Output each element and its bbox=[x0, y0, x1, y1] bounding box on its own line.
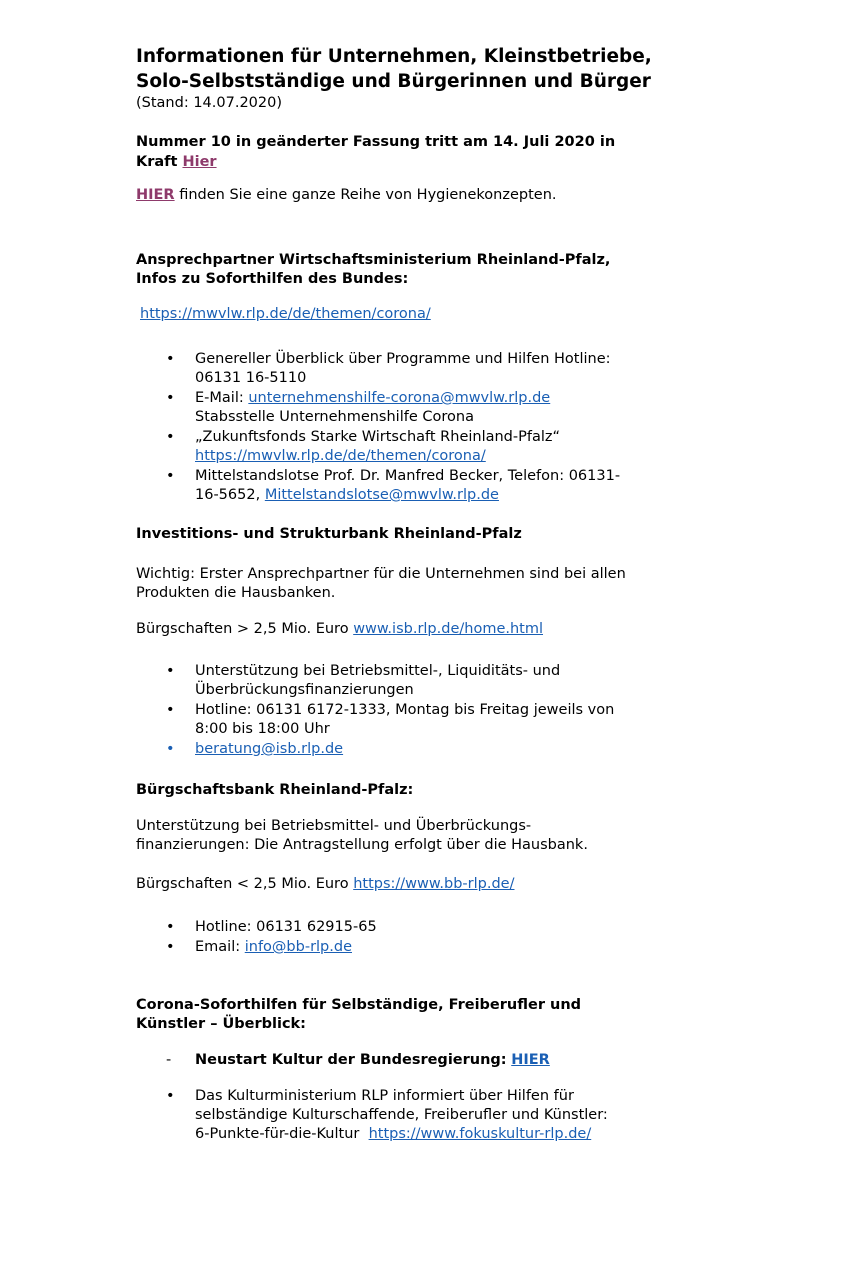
item-text: „Zukunftsfonds Starke Wirtschaft Rheinland-Pfalz“ bbox=[195, 429, 561, 445]
bb-buergschaft-text: Bürgschaften < 2,5 Mio. Euro bbox=[136, 876, 349, 892]
item-text: Hotline: 06131 62915-65 bbox=[195, 919, 377, 935]
item-text: selbständige Kulturschaffende, Freiberufler und Künstler: bbox=[195, 1107, 608, 1123]
neustart-text: Neustart Kultur der Bundesregierung: bbox=[195, 1052, 507, 1068]
hygiene-hier-link[interactable]: HIER bbox=[136, 187, 175, 203]
bb-heading: Bürgschaftsbank Rheinland-Pfalz: bbox=[136, 782, 414, 798]
bullet-icon: • bbox=[166, 390, 175, 406]
isb-list bbox=[136, 662, 656, 759]
bb-buergschaft-line bbox=[136, 875, 656, 894]
bullet-icon: • bbox=[166, 741, 175, 757]
corona-heading-line2: Künstler – Überblick: bbox=[136, 1016, 306, 1032]
hygiene-line bbox=[136, 186, 656, 205]
wirtschaft-url-link[interactable]: https://mwvlw.rlp.de/de/themen/corona/ bbox=[140, 306, 431, 322]
email-link[interactable]: unternehmenshilfe-corona@mwvlw.rlp.de bbox=[248, 390, 551, 406]
isb-wichtig-line1: Wichtig: Erster Ansprechpartner für die Unternehmen sind bei allen bbox=[136, 566, 626, 582]
bb-email-link[interactable]: info@bb-rlp.de bbox=[244, 939, 352, 955]
wirtschaft-heading-line1: Ansprechpartner Wirtschaftsministerium Rheinland-Pfalz, bbox=[136, 252, 611, 268]
item-text: Hotline: 06131 6172-1333, Montag bis Freitag jeweils von bbox=[195, 702, 615, 718]
item-text: Stabsstelle Unternehmenshilfe Corona bbox=[195, 409, 474, 425]
bullet-icon: • bbox=[166, 663, 175, 679]
isb-email-link[interactable]: beratung@isb.rlp.de bbox=[195, 741, 344, 757]
bb-list bbox=[136, 918, 656, 957]
list-item bbox=[136, 918, 656, 937]
stand-date: (Stand: 14.07.2020) bbox=[136, 95, 282, 111]
item-text: 06131 16-5110 bbox=[195, 370, 307, 386]
bb-website-link[interactable]: https://www.bb-rlp.de/ bbox=[353, 876, 515, 892]
bullet-icon: • bbox=[166, 351, 175, 367]
list-item bbox=[136, 701, 656, 739]
bullet-icon: • bbox=[166, 919, 175, 935]
item-text: 6-Punkte-für-die-Kultur bbox=[195, 1126, 360, 1142]
wirtschaft-heading-line2: Infos zu Soforthilfen des Bundes: bbox=[136, 271, 409, 287]
item-text: 16-5652, bbox=[195, 487, 261, 503]
bullet-icon: • bbox=[166, 702, 175, 718]
isb-website-link[interactable]: www.isb.rlp.de/home.html bbox=[353, 621, 543, 637]
corona-kultur-list bbox=[136, 1087, 656, 1144]
isb-wichtig-line2: Produkten die Hausbanken. bbox=[136, 585, 336, 601]
bb-text bbox=[136, 817, 656, 855]
title-block bbox=[136, 44, 656, 112]
bullet-icon: • bbox=[166, 1088, 175, 1104]
bullet-icon: • bbox=[166, 468, 175, 484]
item-text: Mittelstandslotse Prof. Dr. Manfred Becker, Telefon: 06131- bbox=[195, 468, 621, 484]
dash-icon: - bbox=[166, 1052, 172, 1068]
page-title-line1: Informationen für Unternehmen, Kleinstbetriebe, bbox=[136, 46, 652, 67]
zukunftsfonds-link[interactable]: https://mwvlw.rlp.de/de/themen/corona/ bbox=[195, 448, 486, 464]
corona-dash-list bbox=[136, 1051, 656, 1070]
item-text: Überbrückungsfinanzierungen bbox=[195, 682, 414, 698]
hygiene-text: finden Sie eine ganze Reihe von Hygienekonzepten. bbox=[179, 187, 557, 203]
document-page bbox=[136, 44, 656, 1145]
list-item bbox=[136, 389, 656, 427]
bullet-icon: • bbox=[166, 429, 175, 445]
isb-buergschaft-text: Bürgschaften > 2,5 Mio. Euro bbox=[136, 621, 349, 637]
page-title-line2: Solo-Selbstständige und Bürgerinnen und Bürger bbox=[136, 71, 651, 92]
isb-heading: Investitions- und Strukturbank Rheinland-Pfalz bbox=[136, 526, 522, 542]
wirtschaft-list bbox=[136, 350, 656, 505]
bb-text-line2: finanzierungen: Die Antragstellung erfolgt über die Hausbank. bbox=[136, 837, 588, 853]
neustart-hier-link[interactable]: HIER bbox=[511, 1052, 550, 1068]
item-text: 8:00 bis 18:00 Uhr bbox=[195, 721, 330, 737]
item-text: Genereller Überblick über Programme und Hilfen Hotline: bbox=[195, 351, 611, 367]
list-item bbox=[136, 350, 656, 388]
bullet-icon: • bbox=[166, 939, 175, 955]
list-item bbox=[136, 740, 656, 759]
bb-text-line1: Unterstützung bei Betriebsmittel- und Überbrückungs- bbox=[136, 818, 532, 834]
corona-heading bbox=[136, 996, 656, 1034]
mittelstandslotse-link[interactable]: Mittelstandslotse@mwvlw.rlp.de bbox=[264, 487, 499, 503]
notice-text bbox=[136, 132, 656, 172]
list-item bbox=[136, 467, 656, 505]
item-text: Unterstützung bei Betriebsmittel-, Liquiditäts- und bbox=[195, 663, 561, 679]
item-prefix: E-Mail: bbox=[195, 390, 244, 406]
item-text: Das Kulturministerium RLP informiert über Hilfen für bbox=[195, 1088, 574, 1104]
item-prefix: Email: bbox=[195, 939, 241, 955]
isb-buergschaft-line bbox=[136, 620, 656, 639]
list-item bbox=[136, 428, 656, 466]
list-item bbox=[136, 1087, 656, 1144]
list-item bbox=[136, 1051, 656, 1070]
notice-hier-link[interactable]: Hier bbox=[182, 154, 217, 170]
notice-text-content: Nummer 10 in geänderter Fassung tritt am 14. Juli 2020 in Kraft bbox=[136, 134, 616, 170]
wirtschaft-heading bbox=[136, 251, 656, 289]
isb-wichtig bbox=[136, 565, 656, 603]
fokuskultur-link[interactable]: https://www.fokuskultur-rlp.de/ bbox=[368, 1126, 592, 1142]
wirtschaft-url-line bbox=[136, 305, 656, 324]
list-item bbox=[136, 662, 656, 700]
corona-heading-line1: Corona-Soforthilfen für Selbständige, Freiberufler und bbox=[136, 997, 582, 1013]
list-item bbox=[136, 938, 656, 957]
